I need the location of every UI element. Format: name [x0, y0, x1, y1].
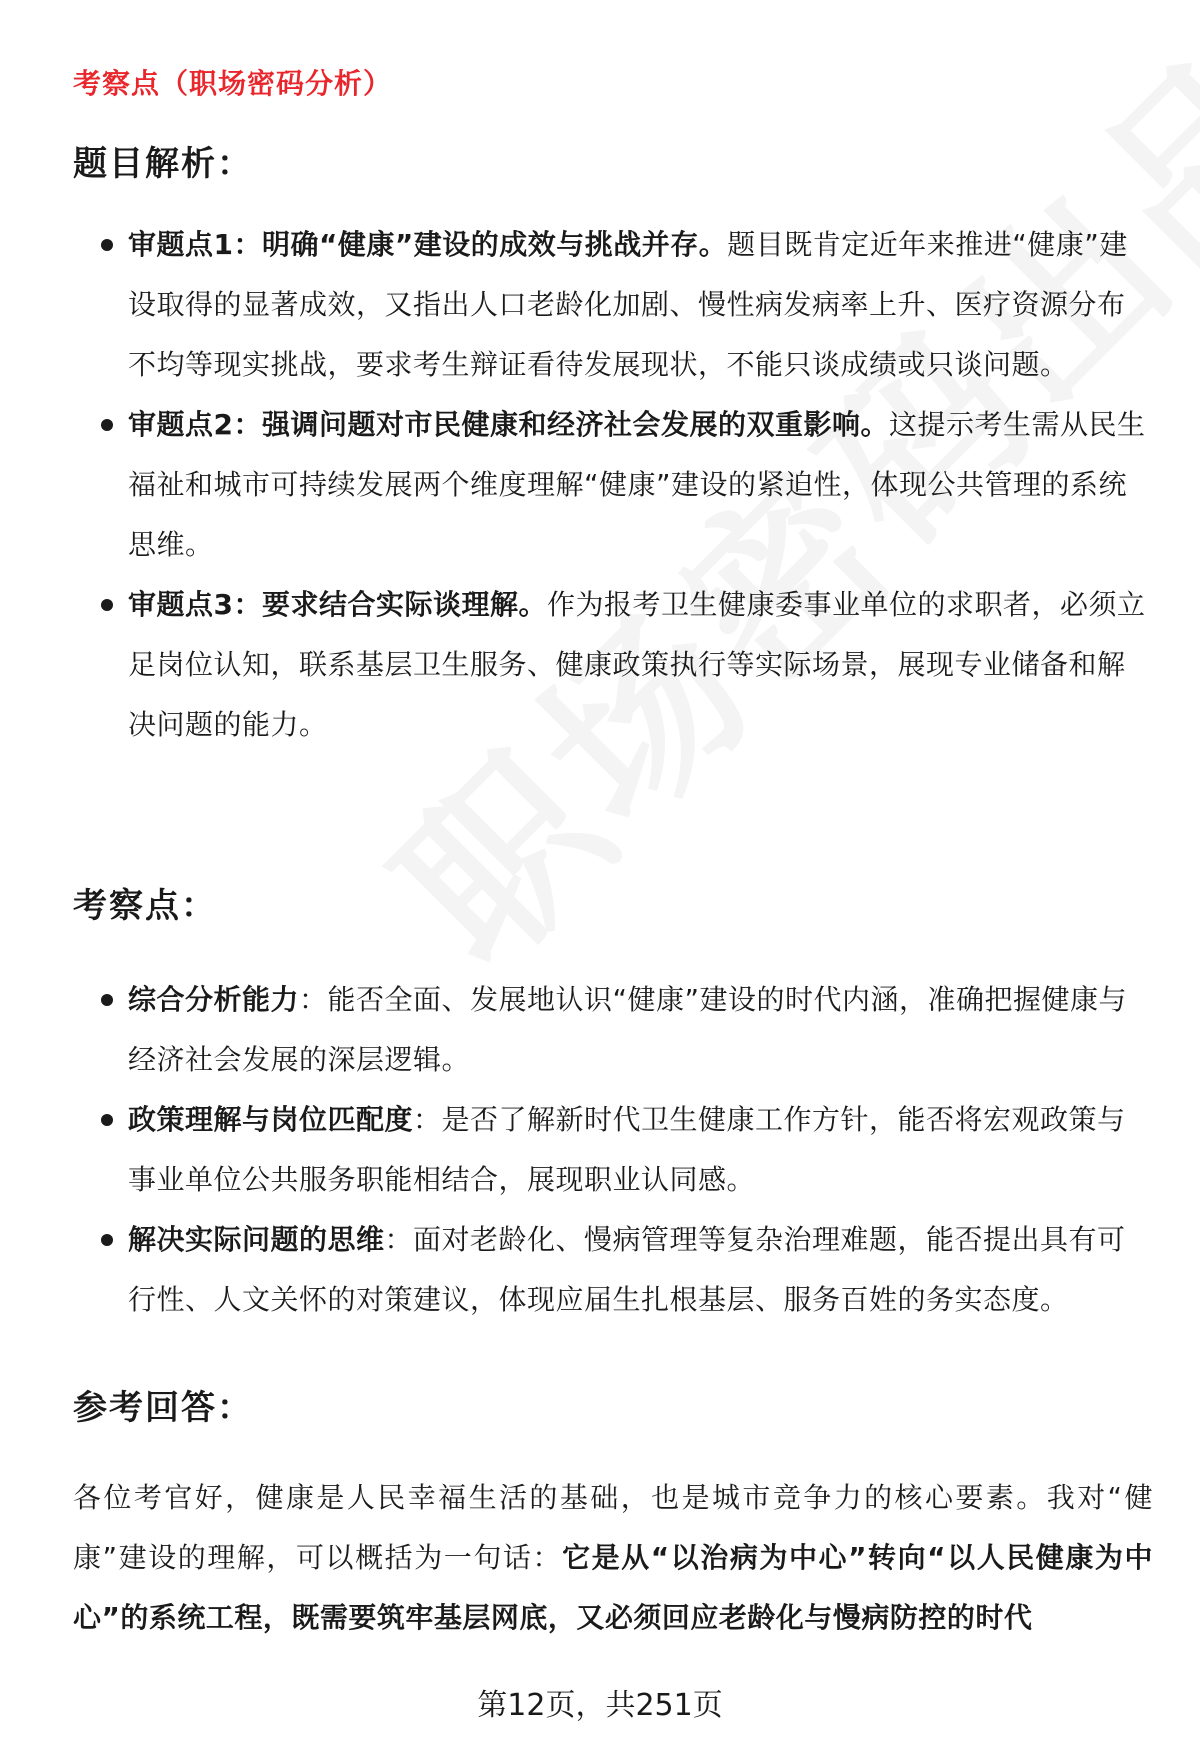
page-number: 第12页，共251页 [477, 1688, 723, 1723]
analysis-list [0, 215, 1200, 755]
item-lead: 审题点2：强调问题对市民健康和经济社会发展的双重影响。 [128, 408, 889, 441]
list-item [128, 395, 1148, 575]
answer-heading: 参考回答： [73, 1388, 253, 1428]
bullet-icon [101, 419, 113, 431]
item-text: 作为报考卫生健康委事业单位的求职者，必须立足岗位认知，联系基层卫生服务、健康政策执行等实际场景，展现专业储备和解决问题的能力。 [128, 588, 1146, 741]
answer-text-bold: 它是从“以治病为中心”转向“以人民健康为中心”的系统工程，既需要筑牢基层网底，又必须回应老龄化与慢病防控的时代 [73, 1541, 1153, 1634]
list-item [128, 575, 1148, 755]
list-item [128, 1210, 1148, 1330]
list-item [128, 1090, 1148, 1210]
points-list [0, 970, 1200, 1330]
item-text: 这提示考生需从民生福祉和城市可持续发展两个维度理解“健康”建设的紧迫性，体现公共管理的系统思维。 [128, 408, 1146, 561]
bullet-icon [101, 994, 113, 1006]
item-lead: 政策理解与岗位匹配度 [128, 1103, 414, 1136]
list-item [128, 970, 1148, 1090]
item-text: ：是否了解新时代卫生健康工作方针，能否将宏观政策与事业单位公共服务职能相结合，展现职业认同感。 [128, 1103, 1126, 1196]
item-lead: 审题点3：要求结合实际谈理解。 [128, 588, 547, 621]
bullet-icon [101, 1114, 113, 1126]
answer-paragraph [73, 1468, 1153, 1648]
item-text: ：能否全面、发展地认识“健康”建设的时代内涵，准确把握健康与经济社会发展的深层逻辑。 [128, 983, 1128, 1076]
answer-text: 各位考官好，健康是人民幸福生活的基础，也是城市竞争力的核心要素。我对“健康”建设的理解，可以概括为一句话： [73, 1481, 1153, 1574]
top-label: 考察点（职场密码分析） [73, 67, 393, 100]
item-text: 题目既肯定近年来推进“健康”建设取得的显著成效，又指出人口老龄化加剧、慢性病发病率上升、医疗资源分布不均等现实挑战，要求考生辩证看待发展现状，不能只谈成绩或只谈问题。 [128, 228, 1128, 381]
item-lead: 审题点1：明确“健康”建设的成效与挑战并存。 [128, 228, 728, 261]
bullet-icon [101, 239, 113, 251]
points-heading: 考察点： [73, 886, 217, 926]
item-lead: 综合分析能力 [128, 983, 300, 1016]
bullet-icon [101, 1234, 113, 1246]
analysis-heading: 题目解析： [73, 144, 253, 184]
bullet-icon [101, 599, 113, 611]
list-item [128, 215, 1148, 395]
item-text: ：面对老龄化、慢病管理等复杂治理难题，能否提出具有可行性、人文关怀的对策建议，体现应届生扎根基层、服务百姓的务实态度。 [128, 1223, 1126, 1316]
item-lead: 解决实际问题的思维 [128, 1223, 385, 1256]
